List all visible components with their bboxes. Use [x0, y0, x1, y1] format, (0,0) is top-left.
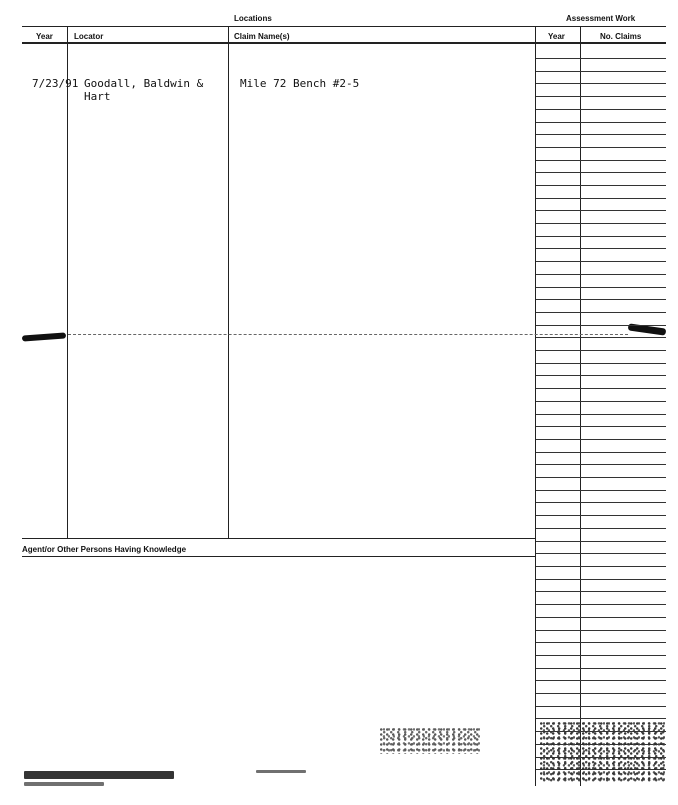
assessment-row-line [536, 122, 666, 123]
scan-noise-bottom-right [540, 722, 666, 782]
assessment-row-line [536, 591, 666, 592]
assessment-row-line [536, 274, 666, 275]
top-rule [22, 26, 666, 27]
assessment-row-line [536, 617, 666, 618]
fold-dashed-line [68, 334, 628, 335]
assessment-work-header: Assessment Work [566, 14, 636, 23]
assessment-row-line [536, 477, 666, 478]
assessment-row-line [536, 452, 666, 453]
assessment-row-line [536, 287, 666, 288]
assessment-row-line [536, 312, 666, 313]
divider-aw-year-no-claims [580, 26, 581, 786]
assessment-row-line [536, 528, 666, 529]
assessment-row-line [536, 579, 666, 580]
assessment-row-line [536, 375, 666, 376]
assessment-row-line [536, 706, 666, 707]
scan-smudge-bottom-left-2 [24, 782, 104, 786]
assessment-row-line [536, 71, 666, 72]
scan-smudge-bottom-mid [256, 770, 306, 773]
entry-year: 7/23/91 [32, 77, 79, 90]
assessment-row-line [536, 350, 666, 351]
assessment-row-line [536, 426, 666, 427]
assessment-row-line [536, 630, 666, 631]
assessment-row-line [536, 464, 666, 465]
assessment-row-line [536, 198, 666, 199]
divider-locator-claims [228, 26, 229, 538]
assessment-row-line [536, 680, 666, 681]
assessment-row-line [536, 337, 666, 338]
assessment-row-line [536, 248, 666, 249]
agent-section-label-rule [22, 556, 536, 557]
assessment-row-line [536, 541, 666, 542]
assessment-row-line [536, 553, 666, 554]
assessment-row-line [536, 58, 666, 59]
assessment-row-line [536, 223, 666, 224]
header-bottom-rule [22, 42, 666, 44]
assessment-row-line [536, 325, 666, 326]
assessment-row-line [536, 566, 666, 567]
divider-year-locator [67, 26, 68, 538]
assessment-row-line [536, 134, 666, 135]
locations-header: Locations [234, 14, 272, 23]
assessment-row-line [536, 147, 666, 148]
divider-claims-assessment [535, 26, 536, 786]
scan-noise-bottom-center [380, 728, 480, 754]
assessment-row-line [536, 604, 666, 605]
assessment-row-line [536, 236, 666, 237]
scan-smudge-bottom-left [24, 771, 174, 779]
column-header-year: Year [36, 32, 53, 41]
agent-section-label: Agent/or Other Persons Having Knowledge [22, 545, 187, 554]
entry-claim-name: Mile 72 Bench #2-5 [240, 77, 360, 90]
assessment-row-line [536, 718, 666, 719]
assessment-row-line [536, 109, 666, 110]
assessment-row-line [536, 96, 666, 97]
assessment-row-line [536, 185, 666, 186]
assessment-row-line [536, 502, 666, 503]
assessment-row-line [536, 668, 666, 669]
assessment-row-line [536, 172, 666, 173]
assessment-row-line [536, 693, 666, 694]
assessment-row-line [536, 414, 666, 415]
assessment-row-line [536, 388, 666, 389]
fold-mark-left [22, 332, 66, 341]
assessment-row-line [536, 160, 666, 161]
column-header-aw-year: Year [548, 32, 565, 41]
assessment-row-line [536, 642, 666, 643]
assessment-row-line [536, 655, 666, 656]
assessment-row-line [536, 299, 666, 300]
agent-section-top-rule [22, 538, 536, 539]
column-header-locator: Locator [74, 32, 104, 41]
assessment-row-line [536, 490, 666, 491]
assessment-row-line [536, 401, 666, 402]
assessment-row-line [536, 363, 666, 364]
column-header-claim-names: Claim Name(s) [234, 32, 290, 41]
assessment-row-line [536, 83, 666, 84]
assessment-row-line [536, 515, 666, 516]
entry-locator-line1: Goodall, Baldwin & [84, 77, 204, 90]
assessment-row-line [536, 439, 666, 440]
assessment-row-line [536, 210, 666, 211]
entry-locator-line2: Hart [84, 90, 111, 103]
column-header-no-claims: No. Claims [600, 32, 642, 41]
assessment-row-line [536, 261, 666, 262]
